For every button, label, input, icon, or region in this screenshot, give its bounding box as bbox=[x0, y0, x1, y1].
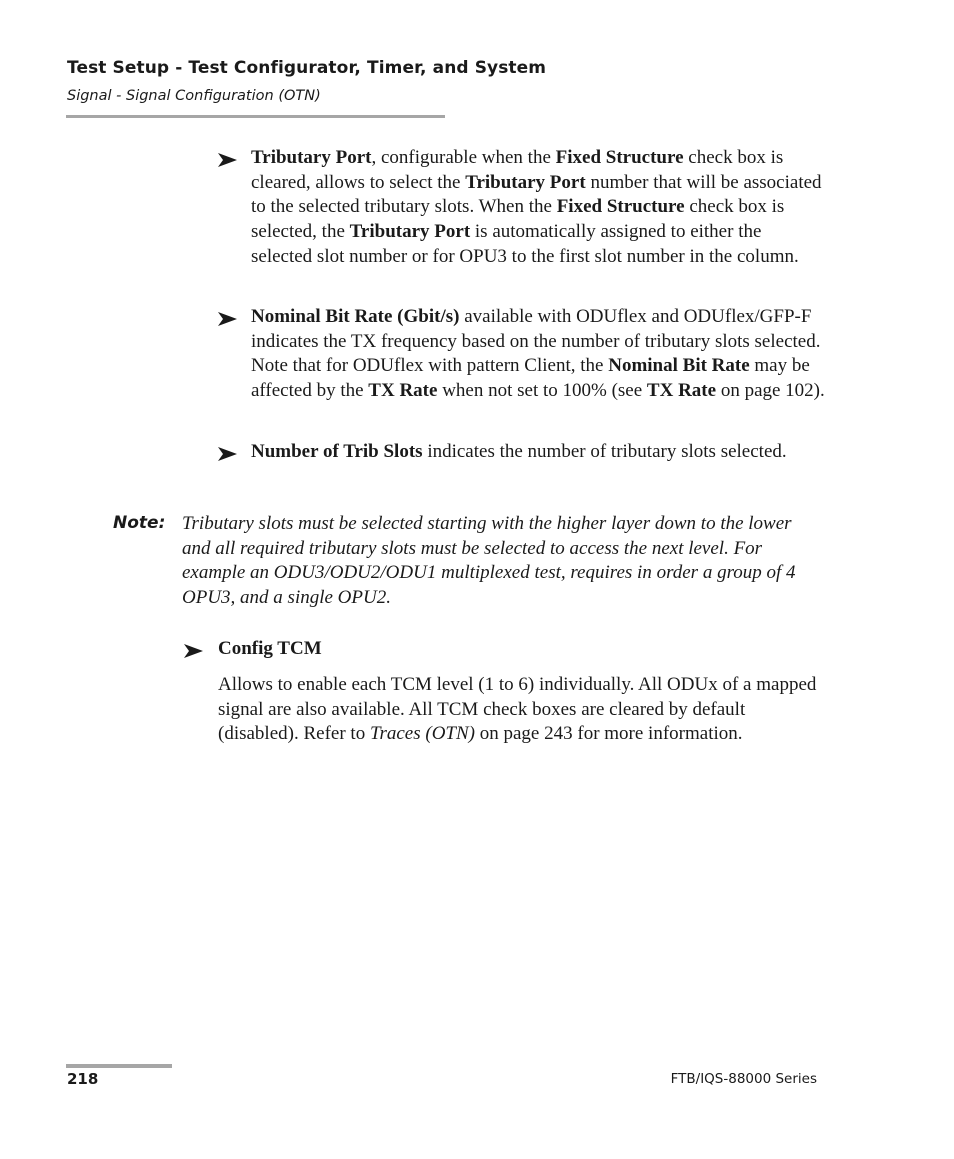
bold-term: Tributary Port bbox=[349, 221, 471, 243]
bullet-text: when not set to 100% (see bbox=[437, 380, 647, 402]
bullet-number-of-trib-slots bbox=[251, 440, 826, 465]
config-tcm-description bbox=[218, 673, 818, 747]
running-header-title: Test Setup - Test Configurator, Timer, and System bbox=[67, 58, 547, 78]
arrow-bullet-icon bbox=[218, 312, 238, 326]
bullet-text: check box is cleared, allows to select the bbox=[251, 147, 784, 193]
bullet-tributary-port bbox=[251, 146, 826, 270]
running-header-subtitle: Signal - Signal Configuration (OTN) bbox=[67, 88, 321, 104]
footer-rule bbox=[66, 1064, 172, 1068]
product-series: FTB/IQS-88000 Series bbox=[670, 1071, 817, 1087]
bullet-text: available with ODUflex and ODUflex/GFP-F indicates the TX frequency based on the number of tributary slots selected. Note that for ODUflex with pattern Client, the bbox=[251, 306, 821, 377]
bullet-term: Nominal Bit Rate (Gbit/s) bbox=[251, 306, 460, 327]
note-label: Note: bbox=[113, 513, 166, 533]
bullet-term: Tributary Port bbox=[251, 147, 372, 168]
bullet-text: is automatically assigned to either the selected slot number or for OPU3 to the first slot number in the column. bbox=[251, 221, 799, 267]
note-text: Tributary slots must be selected starting with the higher layer down to the lower and all required tributary slots must be selected to access the next level. For example an ODU3/ODU2/ODU1 multiplexed test, requires in order a group of 4 OPU3, and a single OPU2. bbox=[182, 513, 796, 609]
config-tcm-text: on page 243 for more information. bbox=[475, 723, 743, 745]
bullet-text: number that will be associated to the selected tributary slots. When the bbox=[251, 171, 822, 218]
config-tcm-heading-text: Config TCM bbox=[218, 638, 322, 659]
page-number: 218 bbox=[67, 1070, 99, 1088]
bold-term: Nominal Bit Rate bbox=[608, 355, 750, 377]
bullet-text: check box is selected, the bbox=[251, 196, 785, 243]
bullet-term: Number of Trib Slots bbox=[251, 441, 423, 462]
arrow-bullet-icon bbox=[184, 644, 204, 658]
bullet-text: indicates the number of tributary slots selected. bbox=[422, 441, 787, 462]
bullet-text: , configurable when the bbox=[371, 147, 556, 168]
arrow-bullet-icon bbox=[218, 153, 238, 167]
header-rule bbox=[66, 115, 445, 118]
bold-term: TX Rate bbox=[368, 380, 438, 402]
bullet-nominal-bit-rate bbox=[251, 305, 826, 404]
bullet-text: may be affected by the bbox=[251, 355, 810, 402]
config-tcm-text: Allows to enable each TCM level (1 to 6) individually. All ODUx of a mapped signal are also available. All TCM check boxes are cleared by default (disabled). Refer to bbox=[218, 674, 817, 745]
bold-term: Tributary Port bbox=[465, 171, 586, 193]
bullet-text: on page 102). bbox=[716, 380, 825, 402]
arrow-bullet-icon bbox=[218, 447, 238, 461]
bold-term: Fixed Structure bbox=[556, 196, 685, 218]
cross-reference-link[interactable]: Traces (OTN) bbox=[369, 723, 475, 745]
config-tcm-heading bbox=[218, 637, 322, 662]
bold-term: TX Rate bbox=[646, 380, 717, 402]
bold-term: Fixed Structure bbox=[555, 147, 684, 168]
